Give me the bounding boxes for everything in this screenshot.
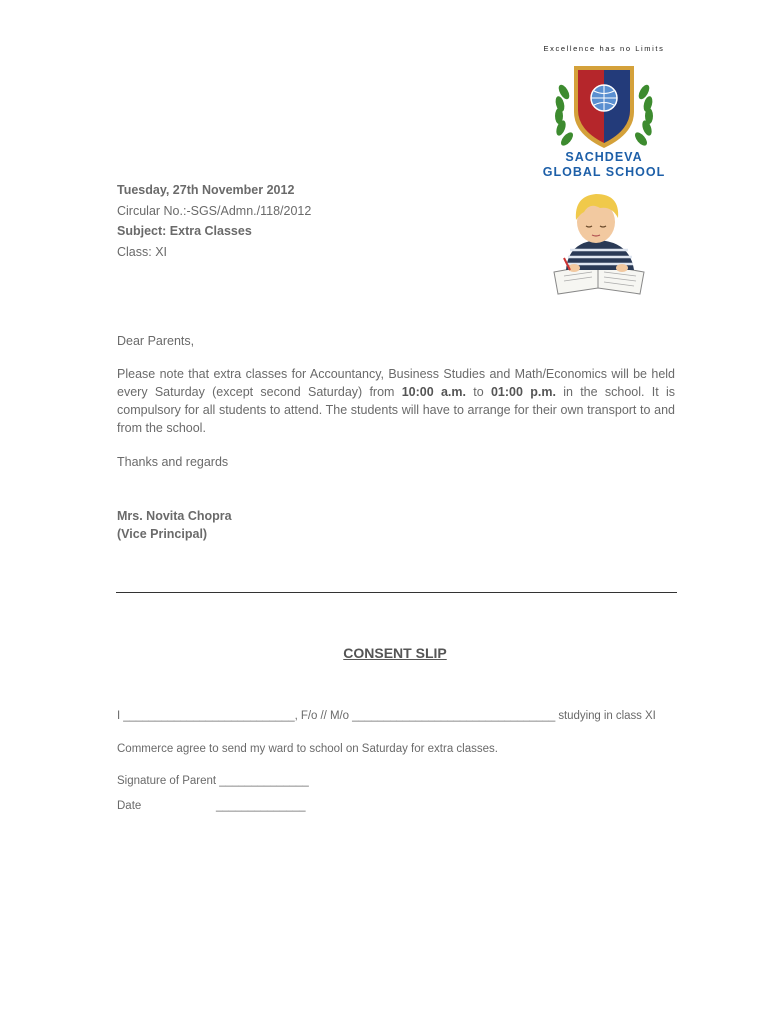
letter-greeting: Dear Parents, (117, 334, 195, 348)
letter-class: Class: XI (117, 245, 168, 259)
consent-line-2: Commerce agree to send my ward to school on Saturday for extra classes. (117, 743, 498, 755)
school-name-line2: GLOBAL SCHOOL (542, 165, 666, 179)
school-name-line1: SACHDEVA (565, 150, 643, 164)
school-name (530, 150, 678, 180)
body-text-part1: Please note that extra classes for Accountancy, Business Studies and Math/Economics will be held every Saturday (except second Saturday) from (117, 367, 675, 399)
letter-closing: Thanks and regards (117, 455, 229, 469)
laurel-right-icon (633, 83, 654, 148)
body-text-part3: in the school. It is compulsory for all students to attend. The students will have to arrange for their own transport to and from the school. (117, 385, 675, 435)
date-label: Date (117, 800, 142, 812)
body-text-part2: to (466, 385, 491, 399)
parent-signature-field: Signature of Parent ______________ (117, 775, 309, 787)
consent-slip-title: CONSENT SLIP (343, 645, 447, 661)
boy-studying-illustration (540, 184, 658, 304)
time-start: 10:00 a.m. (401, 385, 466, 399)
signatory-name: Mrs. Novita Chopra (117, 509, 232, 523)
letter-body-paragraph (117, 365, 675, 437)
letter-date: Tuesday, 27th November 2012 (117, 183, 295, 197)
consent-line-1: I ___________________________, F/o // M/o ________________________________ studying in class XI (117, 710, 656, 722)
school-tagline: Excellence has no Limits (543, 44, 665, 53)
letter-subject: Subject: Extra Classes (117, 224, 252, 238)
signatory-title: (Vice Principal) (117, 527, 208, 541)
time-end: 01:00 p.m. (490, 385, 556, 399)
date-field: ______________ (216, 800, 306, 812)
divider-line (116, 592, 677, 593)
laurel-left-icon (554, 83, 575, 148)
circular-number: Circular No.:-SGS/Admn./118/2012 (117, 204, 312, 218)
